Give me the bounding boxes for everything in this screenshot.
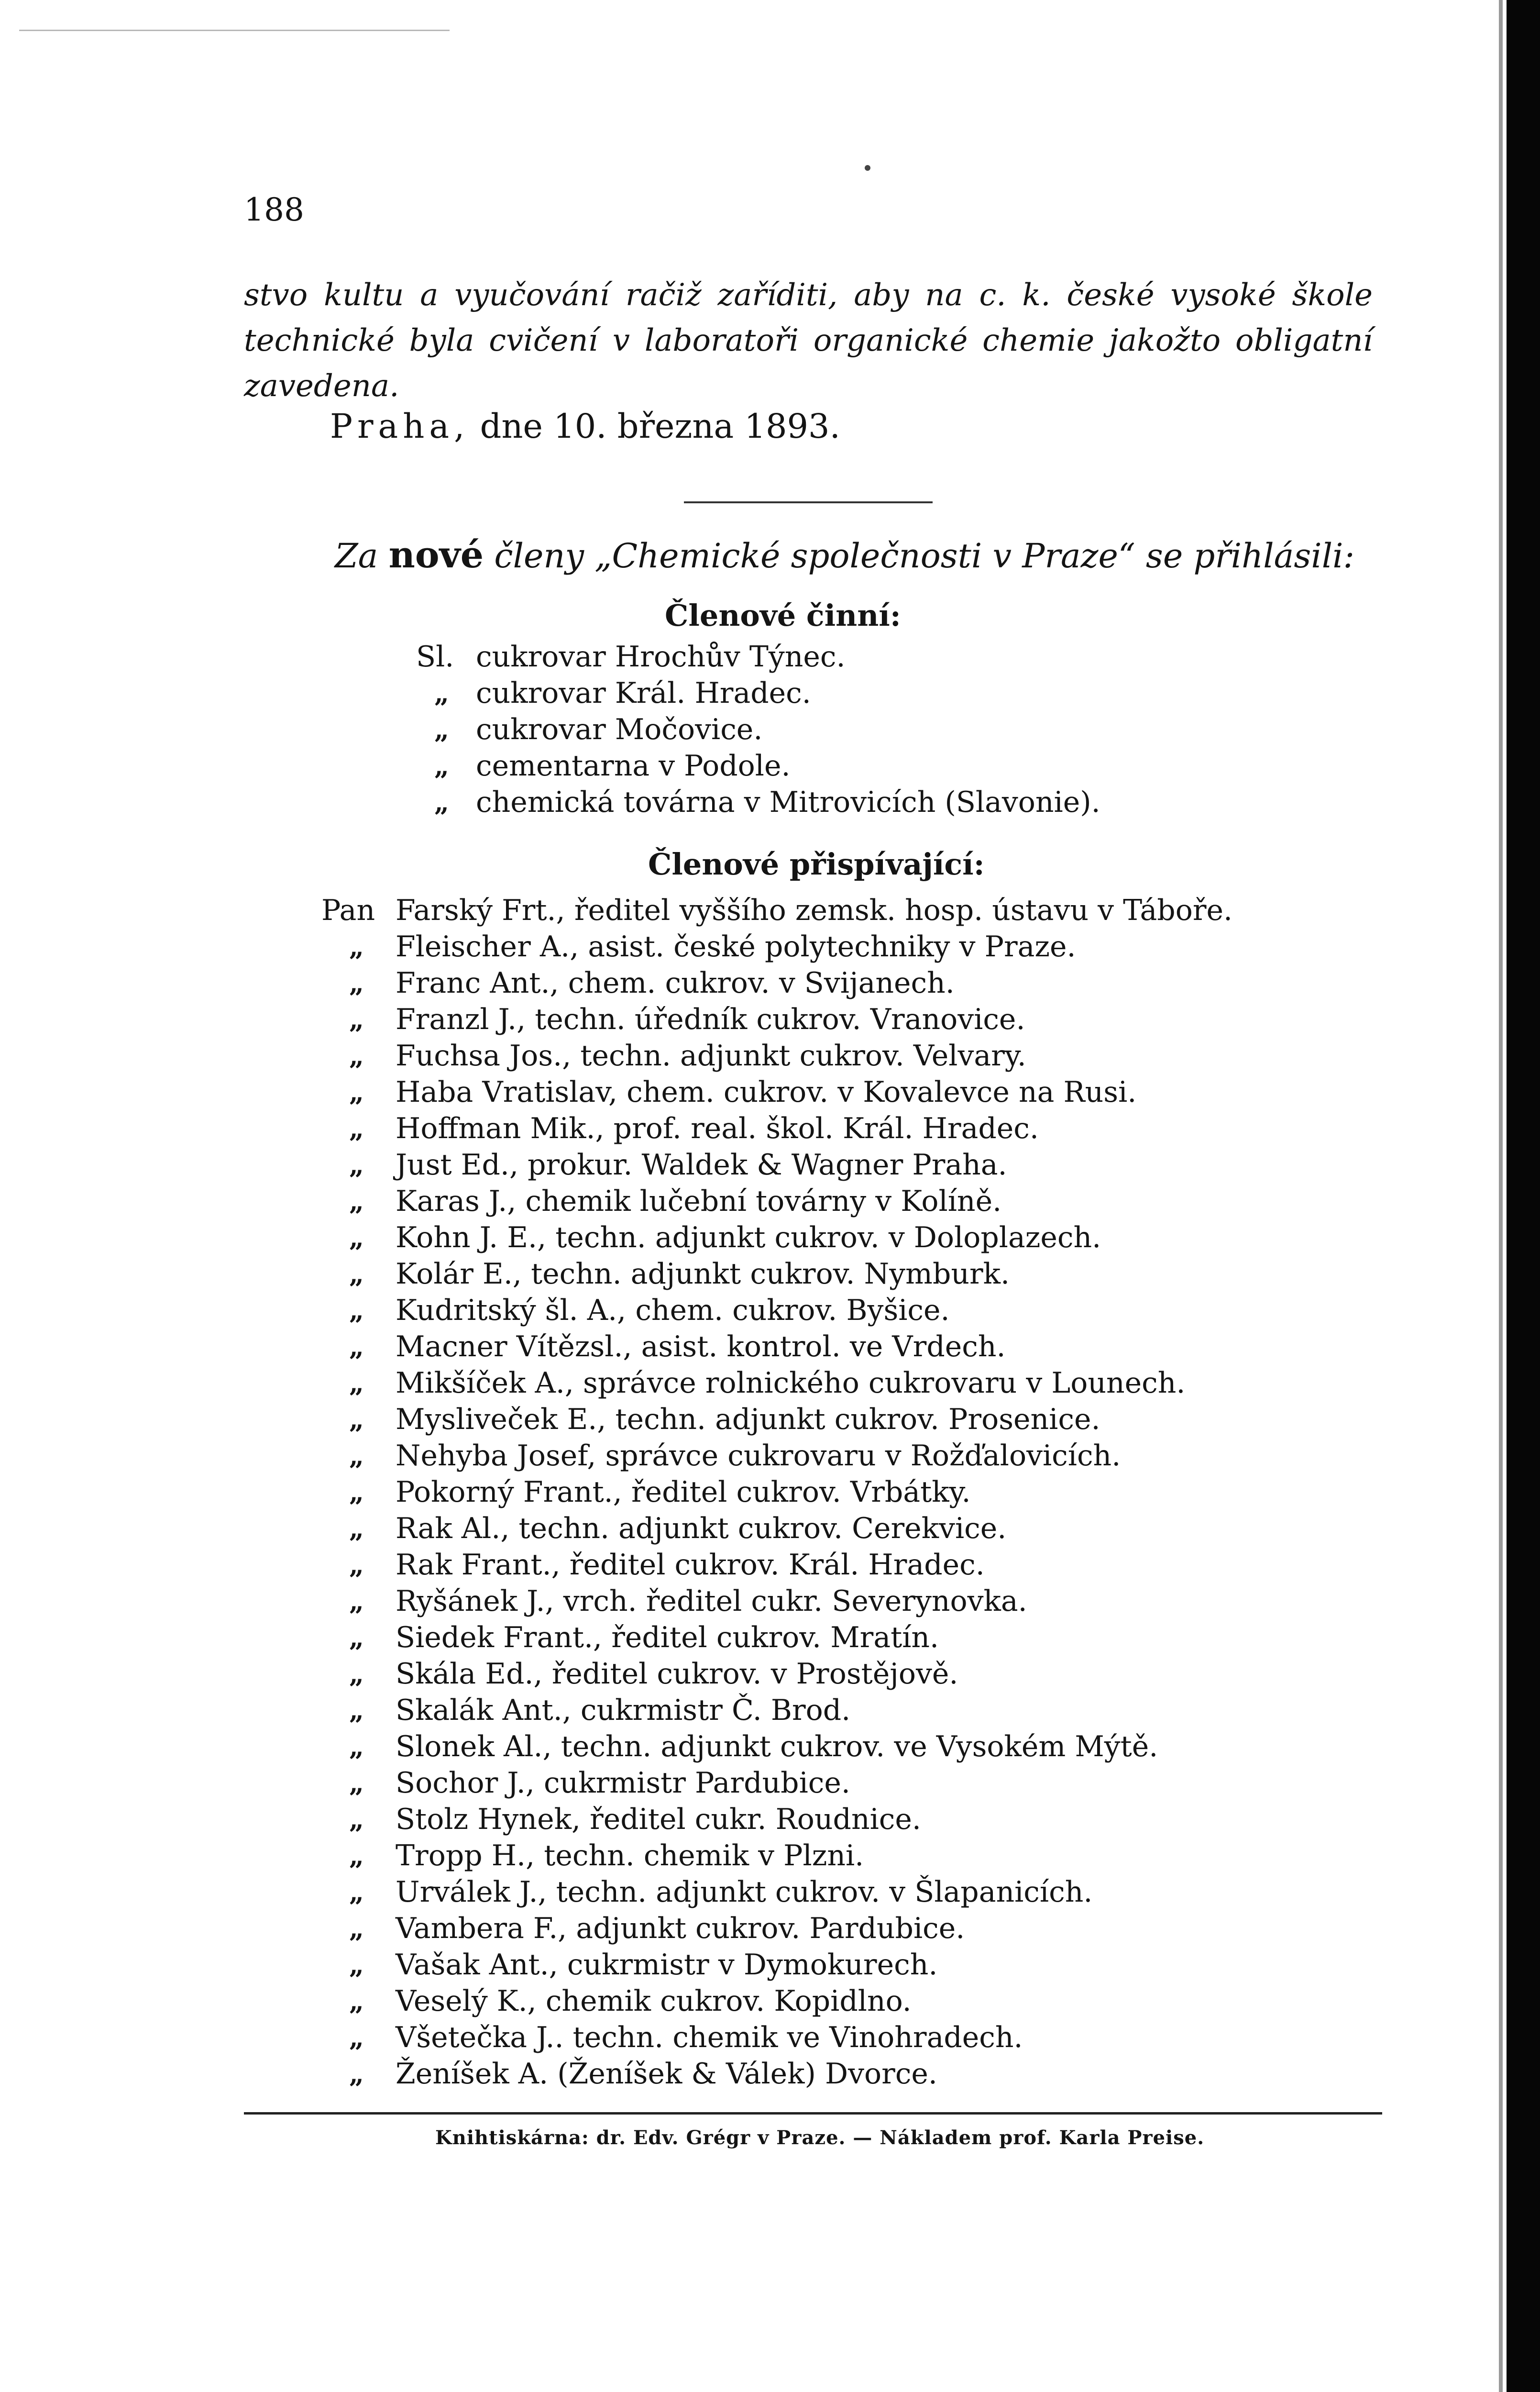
list-item [321,1838,1350,1874]
list-item [321,1292,1350,1329]
list-item [416,784,1229,820]
entry-text: Farský Frt., ředitel vyššího zemsk. hosp. ústavu v Táboře. [396,894,1233,927]
ditto-mark: „ [434,751,450,781]
footer-rule [244,2112,1382,2115]
ditto-mark: „ [349,1259,364,1289]
entry-text: Franzl J., techn. úředník cukrov. Vranovice. [396,1003,1025,1036]
list-item [321,1074,1350,1110]
entry-text: Kohn J. E., techn. adjunkt cukrov. v Doloplazech. [396,1221,1101,1254]
ditto-mark: „ [349,1440,364,1471]
ditto-mark: „ [349,2022,364,2053]
ditto-mark: „ [349,1913,364,1944]
list-item [321,1947,1350,1983]
ditto-mark: „ [349,1113,364,1144]
list-item [416,639,1229,675]
date-line [330,407,840,446]
entry-text: Kolár E., techn. adjunkt cukrov. Nymburk. [396,1257,1010,1291]
announcement-after: členy „Chemické společnosti v Praze“ se přihlásili: [494,536,1355,576]
entry-text: Stolz Hynek, ředitel cukr. Roudnice. [396,1803,921,1836]
entry-text: chemická továrna v Mitrovicích (Slavonie). [476,786,1100,819]
list-item [321,1256,1350,1292]
entry-text: cementarna v Podole. [476,749,791,783]
list-item [321,1983,1350,2019]
list-item [321,1510,1350,1547]
list-item [416,675,1229,711]
announcement-before: Za [335,536,378,576]
ditto-mark: „ [349,968,364,998]
date-text: dne 10. března 1893. [480,407,840,446]
list-item [321,1583,1350,1619]
ditto-mark: „ [349,1622,364,1653]
active-members-list [416,639,1229,820]
entry-text: Tropp H., techn. chemik v Plzni. [396,1839,864,1872]
ditto-mark: „ [349,1949,364,1980]
ditto-mark: „ [349,1804,364,1835]
ditto-mark: „ [349,1550,364,1580]
ditto-mark: „ [349,1041,364,1071]
page-number: 188 [244,191,304,228]
ditto-mark: „ [434,787,450,818]
ditto-mark: „ [349,1986,364,2016]
date-place: Praha, [330,407,470,446]
entry-text: Ženíšek A. (Ženíšek & Válek) Dvorce. [396,2057,937,2091]
scan-speck [865,165,870,171]
ditto-mark: „ [349,2059,364,2089]
list-item [321,1801,1350,1838]
list-item [321,1910,1350,1947]
ditto-mark: „ [349,1877,364,1907]
ditto-mark: „ [349,1077,364,1107]
ditto-mark: „ [349,1513,364,1544]
list-item [321,929,1350,965]
ditto-mark: „ [434,678,450,709]
entry-text: Vambera F., adjunkt cukrov. Pardubice. [396,1912,965,1945]
ditto-mark: „ [349,1477,364,1507]
list-item [321,2019,1350,2056]
list-item [321,965,1350,1001]
ditto-mark: „ [349,1004,364,1035]
entry-text: Haba Vratislav, chem. cukrov. v Kovalevce na Rusi. [396,1075,1137,1109]
list-item [416,711,1229,748]
list-item [321,1438,1350,1474]
announcement-emphasis: nové [388,533,484,576]
ditto-mark: „ [349,1368,364,1398]
list-item [321,1874,1350,1910]
scan-top-rule [19,30,450,31]
list-item [321,1619,1350,1656]
entry-text: Slonek Al., techn. adjunkt cukrov. ve Vysokém Mýtě. [396,1730,1158,1763]
ditto-mark: „ [349,1222,364,1253]
ditto-mark: „ [349,1295,364,1326]
scan-page-edge [1507,0,1540,2392]
list-item [321,1728,1350,1765]
ditto-mark: „ [434,714,450,745]
intro-line-3: zavedena. [244,368,399,404]
entry-text: Urválek J., techn. adjunkt cukrov. v Šlapanicích. [396,1875,1093,1909]
list-item [321,2056,1350,2092]
entry-text: Just Ed., prokur. Waldek & Wagner Praha. [396,1148,1007,1182]
ditto-mark: „ [349,1586,364,1617]
entry-text: Franc Ant., chem. cukrov. v Svijanech. [396,966,955,1000]
entry-text: Rak Frant., ředitel cukrov. Král. Hradec. [396,1548,985,1582]
entry-text: Mysliveček E., techn. adjunkt cukrov. Prosenice. [396,1403,1100,1436]
scan-page-edge-line [1499,0,1503,2392]
entry-text: Macner Vítězsl., asist. kontrol. ve Vrdech. [396,1330,1006,1363]
ditto-mark: „ [349,1695,364,1726]
list-item [321,1365,1350,1401]
active-members-heading: Členové činní: [665,598,901,633]
list-item [321,892,1350,929]
list-item [321,1147,1350,1183]
entry-text: cukrovar Král. Hradec. [476,676,811,710]
entry-text: Hoffman Mik., prof. real. škol. Král. Hradec. [396,1112,1039,1145]
intro-line-2: technické byla cvičení v laboratoři organické chemie jakožto obligatní [244,323,1373,358]
entry-text: Všetečka J.. techn. chemik ve Vinohradech. [396,2021,1023,2054]
entry-text: Ryšánek J., vrch. ředitel cukr. Severynovka. [396,1584,1027,1618]
entry-text: Veselý K., chemik cukrov. Kopidlno. [396,1984,912,2018]
entry-text: Fleischer A., asist. české polytechniky v Praze. [396,930,1076,963]
entry-text: Nehyba Josef, správce cukrovaru v Rožďalovicích. [396,1439,1121,1473]
entry-prefix: Sl. [416,640,454,674]
entry-text: Siedek Frant., ředitel cukrov. Mratín. [396,1621,939,1654]
list-item [321,1656,1350,1692]
ditto-mark: „ [349,1659,364,1689]
list-item [321,1219,1350,1256]
membership-announcement [335,533,1354,576]
entry-text: Fuchsa Jos., techn. adjunkt cukrov. Velvary. [396,1039,1026,1073]
list-item [416,748,1229,784]
intro-paragraph [244,273,1373,409]
ditto-mark: „ [349,1768,364,1798]
list-item [321,1110,1350,1147]
ditto-mark: „ [349,1150,364,1180]
printer-imprint: Knihtiskárna: dr. Edv. Grégr v Praze. — Nákladem prof. Karla Preise. [435,2126,1205,2149]
list-item [321,1401,1350,1438]
intro-line-1: stvo kultu a vyučování račiž zaříditi, aby na c. k. české vysoké škole [244,277,1373,313]
entry-text: cukrovar Močovice. [476,713,763,746]
entry-text: Skalák Ant., cukrmistr Č. Brod. [396,1694,851,1727]
contributing-members-list [321,892,1350,2092]
list-item [321,1329,1350,1365]
entry-text: Pokorný Frant., ředitel cukrov. Vrbátky. [396,1475,971,1509]
list-item [321,1474,1350,1510]
list-item [321,1547,1350,1583]
section-divider [684,501,933,503]
list-item [321,1183,1350,1219]
entry-text: Mikšíček A., správce rolnického cukrovaru v Lounech. [396,1366,1186,1400]
entry-text: Rak Al., techn. adjunkt cukrov. Cerekvice. [396,1512,1007,1545]
contributing-members-heading: Členové přispívající: [648,847,985,882]
ditto-mark: „ [349,1331,364,1362]
ditto-mark: „ [349,1731,364,1762]
ditto-mark: „ [349,1404,364,1435]
ditto-mark: „ [349,1840,364,1871]
ditto-mark: „ [349,931,364,962]
list-item [321,1038,1350,1074]
list-item [321,1001,1350,1038]
ditto-mark: „ [349,1186,364,1217]
entry-text: Skála Ed., ředitel cukrov. v Prostějově. [396,1657,958,1691]
entry-text: cukrovar Hrochův Týnec. [476,640,846,674]
list-item [321,1692,1350,1728]
entry-text: Kudritský šl. A., chem. cukrov. Byšice. [396,1294,950,1327]
entry-text: Sochor J., cukrmistr Pardubice. [396,1766,850,1800]
entry-prefix: Pan [321,894,375,927]
entry-text: Vašak Ant., cukrmistr v Dymokurech. [396,1948,938,1982]
list-item [321,1765,1350,1801]
entry-text: Karas J., chemik lučební továrny v Kolíně. [396,1185,1002,1218]
